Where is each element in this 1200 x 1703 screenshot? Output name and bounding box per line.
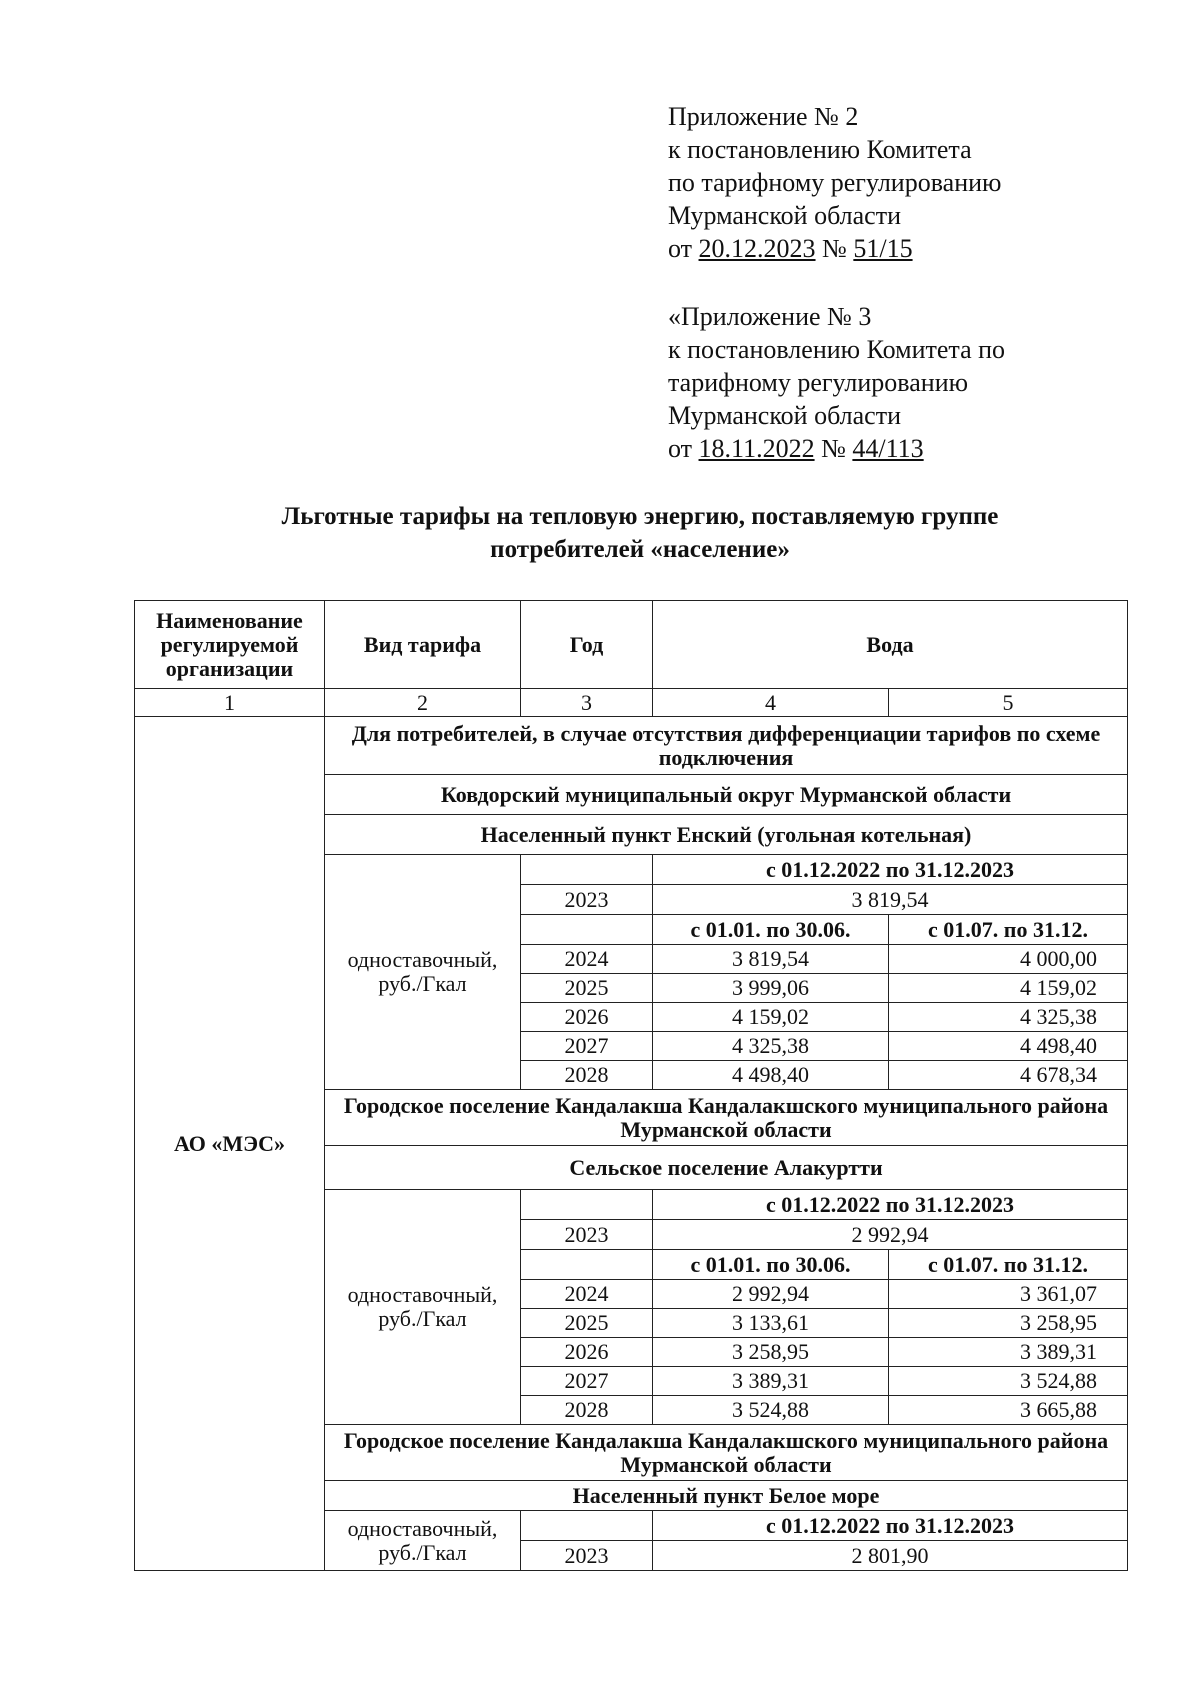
year-cell: 2023 xyxy=(521,1220,653,1250)
year-cell: 2027 xyxy=(521,1367,653,1396)
value-cell: 4 678,34 xyxy=(889,1061,1128,1090)
value-cell: 3 524,88 xyxy=(653,1396,889,1425)
date-prefix: от xyxy=(668,234,693,263)
col-number: 4 xyxy=(653,689,889,717)
empty-cell xyxy=(521,915,653,945)
value-cell: 4 000,00 xyxy=(889,945,1128,974)
header-line: Мурманской области xyxy=(668,201,901,230)
col-header-water: Вода xyxy=(653,601,1128,689)
header-date-line xyxy=(668,232,1001,265)
value-cell: 3 999,06 xyxy=(653,974,889,1003)
col-header-tariff-type: Вид тарифа xyxy=(325,601,521,689)
municipality-name: Ковдорский муниципальный округ Мурманской области xyxy=(325,775,1128,815)
value-cell: 3 258,95 xyxy=(653,1338,889,1367)
header-date-line xyxy=(668,432,1005,465)
number-prefix: № xyxy=(821,434,846,463)
value-cell: 3 361,07 xyxy=(889,1280,1128,1309)
value-cell: 3 819,54 xyxy=(653,885,1128,915)
half1-label: с 01.01. по 30.06. xyxy=(653,1250,889,1280)
year-cell: 2024 xyxy=(521,945,653,974)
empty-cell xyxy=(521,1511,653,1541)
half2-label: с 01.07. по 31.12. xyxy=(889,915,1128,945)
header-number: 51/15 xyxy=(853,234,913,263)
value-cell: 4 325,38 xyxy=(889,1003,1128,1032)
appendix-header-3 xyxy=(668,300,1005,465)
org-name: АО «МЭС» xyxy=(135,717,325,1571)
empty-cell xyxy=(521,1190,653,1220)
header-date: 20.12.2023 xyxy=(698,234,816,263)
year-cell: 2028 xyxy=(521,1061,653,1090)
value-cell: 3 665,88 xyxy=(889,1396,1128,1425)
year-cell: 2026 xyxy=(521,1003,653,1032)
header-line: Мурманской области xyxy=(668,401,901,430)
year-cell: 2025 xyxy=(521,974,653,1003)
year-cell: 2023 xyxy=(521,1541,653,1571)
title-line: Льготные тарифы на тепловую энергию, поставляемую группе xyxy=(281,503,999,530)
col-header-year: Год xyxy=(521,601,653,689)
header-line: по тарифному регулированию xyxy=(668,168,1002,197)
header-line: к постановлению Комитета xyxy=(668,135,972,164)
year-cell: 2028 xyxy=(521,1396,653,1425)
value-cell: 3 389,31 xyxy=(653,1367,889,1396)
municipality-name: Городское поселение Кандалакша Кандалакшского муниципального района Мурманской области xyxy=(325,1425,1128,1481)
col-number: 1 xyxy=(135,689,325,717)
value-cell: 4 498,40 xyxy=(889,1032,1128,1061)
settlement-name: Населенный пункт Енский (угольная котельная) xyxy=(325,815,1128,855)
header-line: Приложение № 2 xyxy=(668,102,859,131)
section-note: Для потребителей, в случае отсутствия дифференциации тарифов по схеме подключения xyxy=(325,717,1128,775)
period-label: с 01.12.2022 по 31.12.2023 xyxy=(653,1190,1128,1220)
column-number-row xyxy=(135,689,1128,717)
half2-label: с 01.07. по 31.12. xyxy=(889,1250,1128,1280)
value-cell: 4 498,40 xyxy=(653,1061,889,1090)
half1-label: с 01.01. по 30.06. xyxy=(653,915,889,945)
value-cell: 3 819,54 xyxy=(653,945,889,974)
col-header-org: Наименование регулируемой организации xyxy=(135,601,325,689)
tariff-type: одноставочный, руб./Гкал xyxy=(325,1190,521,1425)
empty-cell xyxy=(521,855,653,885)
title-line: потребителей «население» xyxy=(490,536,790,563)
value-cell: 3 133,61 xyxy=(653,1309,889,1338)
table-header-row xyxy=(135,601,1128,689)
value-cell: 2 992,94 xyxy=(653,1280,889,1309)
period-label: с 01.12.2022 по 31.12.2023 xyxy=(653,855,1128,885)
value-cell: 4 159,02 xyxy=(653,1003,889,1032)
tariff-type: одноставочный, руб./Гкал xyxy=(325,1511,521,1571)
col-number: 3 xyxy=(521,689,653,717)
tariff-table xyxy=(134,600,1128,1571)
empty-cell xyxy=(521,1250,653,1280)
year-cell: 2025 xyxy=(521,1309,653,1338)
header-date: 18.11.2022 xyxy=(698,434,815,463)
header-line: «Приложение № 3 xyxy=(668,302,872,331)
settlement-name: Населенный пункт Белое море xyxy=(325,1481,1128,1511)
value-cell: 4 325,38 xyxy=(653,1032,889,1061)
appendix-header-2 xyxy=(668,100,1001,265)
year-cell: 2026 xyxy=(521,1338,653,1367)
header-line: тарифному регулированию xyxy=(668,368,969,397)
col-number: 5 xyxy=(889,689,1128,717)
value-cell: 3 524,88 xyxy=(889,1367,1128,1396)
municipality-name: Городское поселение Кандалакша Кандалакшского муниципального района Мурманской области xyxy=(325,1090,1128,1146)
year-cell: 2024 xyxy=(521,1280,653,1309)
col-number: 2 xyxy=(325,689,521,717)
header-number: 44/113 xyxy=(852,434,924,463)
value-cell: 3 389,31 xyxy=(889,1338,1128,1367)
number-prefix: № xyxy=(822,234,847,263)
date-prefix: от xyxy=(668,434,693,463)
period-label: с 01.12.2022 по 31.12.2023 xyxy=(653,1511,1128,1541)
header-line: к постановлению Комитета по xyxy=(668,335,1006,364)
settlement-name: Сельское поселение Алакуртти xyxy=(325,1146,1128,1190)
year-cell: 2023 xyxy=(521,885,653,915)
tariff-type: одноставочный, руб./Гкал xyxy=(325,855,521,1090)
document-title xyxy=(120,500,1160,566)
value-cell: 4 159,02 xyxy=(889,974,1128,1003)
value-cell: 3 258,95 xyxy=(889,1309,1128,1338)
value-cell: 2 992,94 xyxy=(653,1220,1128,1250)
section-note-row xyxy=(135,717,1128,775)
value-cell: 2 801,90 xyxy=(653,1541,1128,1571)
year-cell: 2027 xyxy=(521,1032,653,1061)
